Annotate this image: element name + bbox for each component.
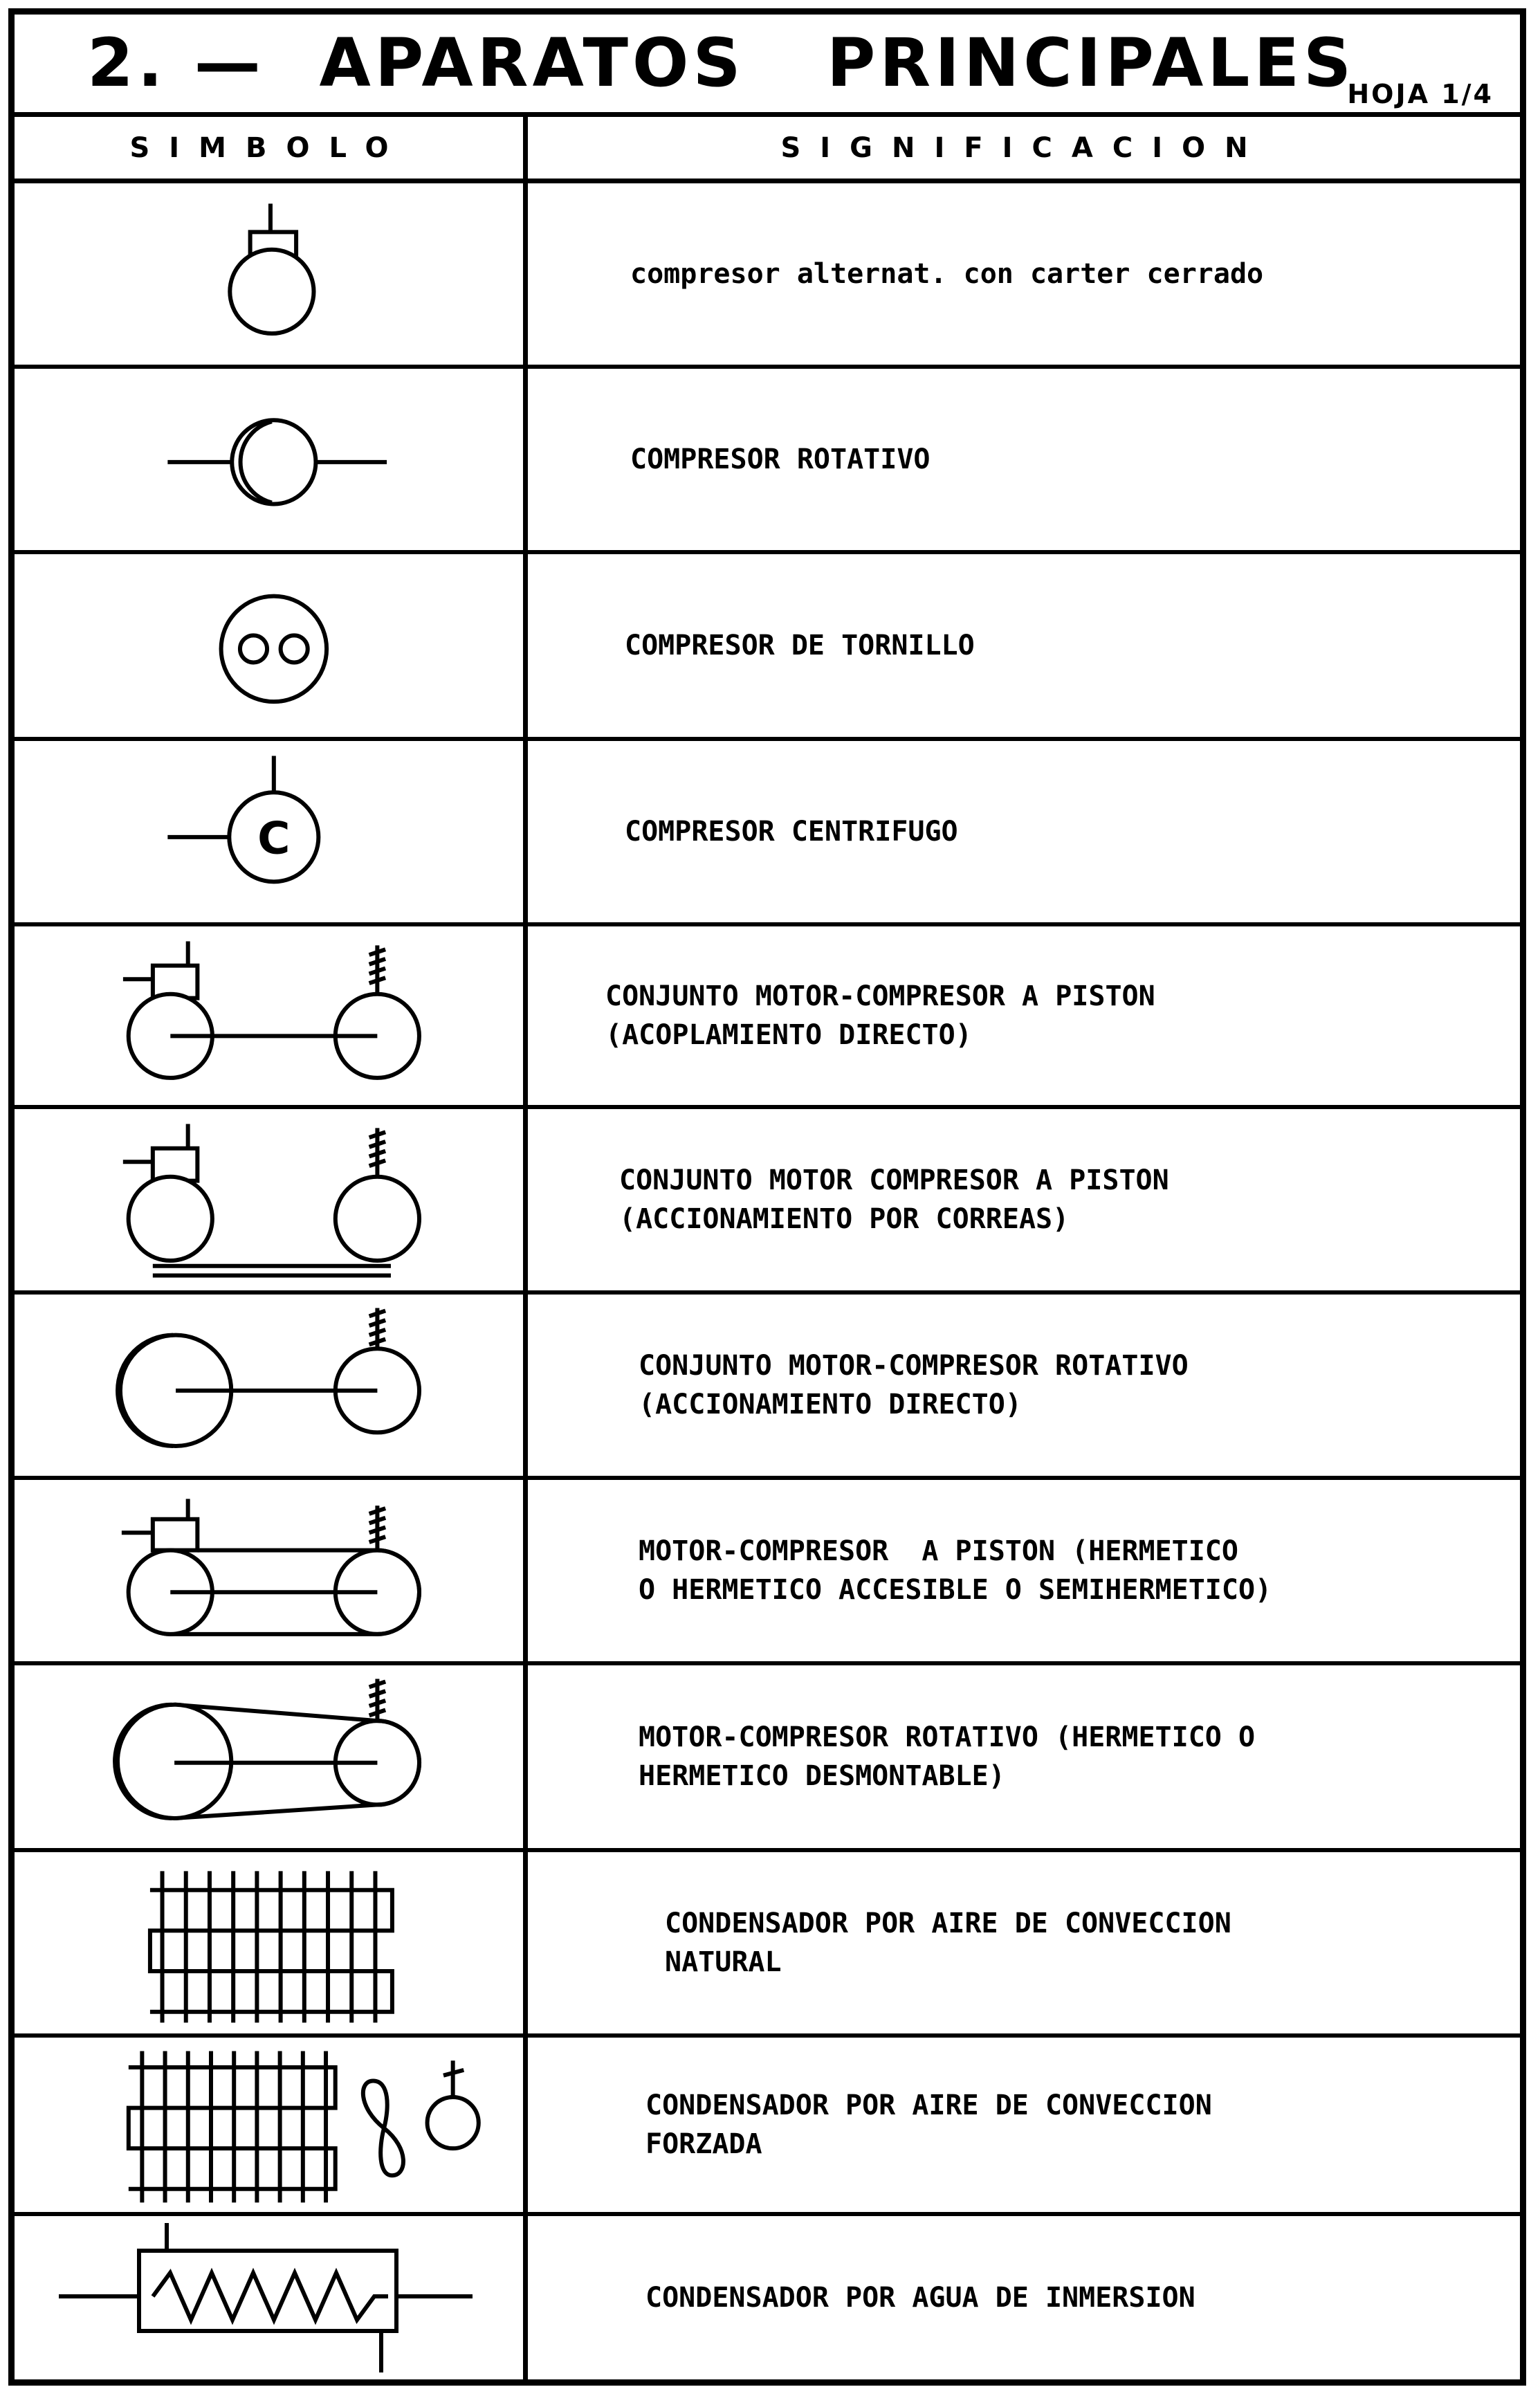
compressor-centrifugal-icon xyxy=(15,741,523,922)
row-description: CONDENSADOR POR AIRE DE CONVECCION NATURAL xyxy=(665,1908,1231,1978)
row-description: CONDENSADOR POR AGUA DE INMERSION xyxy=(645,2282,1195,2314)
table-row xyxy=(15,741,1520,926)
row-description: CONJUNTO MOTOR-COMPRESOR A PISTON (ACOPLAMIENTO DIRECTO) xyxy=(605,980,1155,1051)
compressor-reciprocating-icon xyxy=(15,183,523,365)
page-title: 2. — APARATOS PRINCIPALES xyxy=(87,24,1356,102)
motor-compressor-piston-direct-icon xyxy=(15,926,523,1105)
row-description: CONJUNTO MOTOR COMPRESOR A PISTON (ACCIONAMIENTO POR CORREAS) xyxy=(619,1164,1169,1235)
column-header xyxy=(15,117,1520,183)
title-bar xyxy=(15,15,1520,117)
table-row xyxy=(15,926,1520,1109)
air-condenser-natural-icon xyxy=(15,1852,523,2033)
sheet-number: HOJA 1/4 xyxy=(1347,79,1494,109)
table-row xyxy=(15,1852,1520,2038)
row-description: COMPRESOR CENTRIFUGO xyxy=(625,816,958,848)
hermetic-piston-motor-compressor-icon xyxy=(15,1480,523,1661)
hermetic-rotary-motor-compressor-icon xyxy=(15,1665,523,1848)
table-row xyxy=(15,183,1520,369)
table-row xyxy=(15,554,1520,741)
table-row xyxy=(15,369,1520,554)
centrifugal-letter: C xyxy=(257,812,291,865)
water-immersion-condenser-icon xyxy=(15,2216,523,2379)
compressor-screw-icon xyxy=(15,554,523,737)
table-row xyxy=(15,1109,1520,1295)
table-row xyxy=(15,1295,1520,1480)
row-description: COMPRESOR ROTATIVO xyxy=(630,443,931,475)
table-row xyxy=(15,2216,1520,2379)
row-description: CONJUNTO MOTOR-COMPRESOR ROTATIVO (ACCIONAMIENTO DIRECTO) xyxy=(639,1350,1189,1420)
motor-compressor-piston-belt-icon xyxy=(15,1109,523,1290)
row-description: compresor alternat. con carter cerrado xyxy=(630,258,1264,290)
row-description: CONDENSADOR POR AIRE DE CONVECCION FORZADA xyxy=(645,2089,1212,2160)
table-row xyxy=(15,2038,1520,2216)
table-row xyxy=(15,1665,1520,1852)
air-condenser-forced-icon xyxy=(15,2038,523,2212)
motor-compressor-rotary-direct-icon xyxy=(15,1295,523,1476)
column-header-meaning: SIGNIFICACION xyxy=(780,131,1267,164)
compressor-rotary-icon xyxy=(15,369,523,550)
row-description: MOTOR-COMPRESOR ROTATIVO (HERMETICO O HERMETICO DESMONTABLE) xyxy=(639,1721,1256,1792)
row-description: COMPRESOR DE TORNILLO xyxy=(625,630,975,661)
table-row xyxy=(15,1480,1520,1665)
row-description: MOTOR-COMPRESOR A PISTON (HERMETICO O HERMETICO ACCESIBLE O SEMIHERMETICO) xyxy=(639,1535,1272,1606)
symbol-sheet xyxy=(8,8,1526,2386)
column-header-symbol: SIMBOLO xyxy=(129,131,408,164)
